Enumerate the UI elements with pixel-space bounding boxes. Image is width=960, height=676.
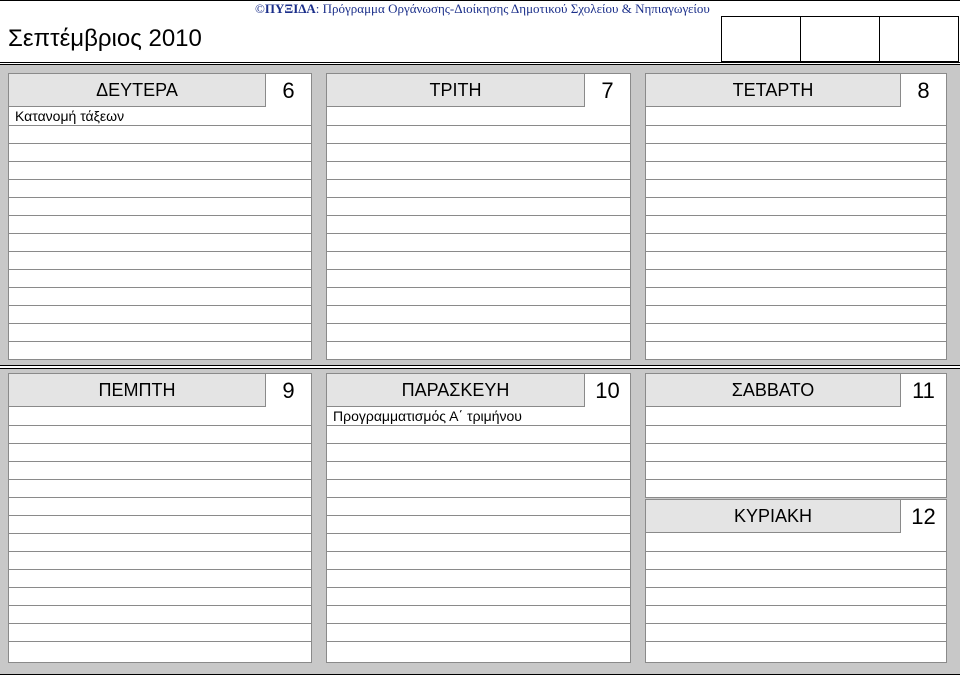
day-header [646, 74, 946, 107]
note-line[interactable] [9, 588, 311, 606]
copyright-text: : Πρόγραμμα Οργάνωσης-Διοίκησης Δημοτικού Σχολείου & Νηπιαγωγείου [315, 1, 710, 16]
note-line[interactable] [646, 162, 946, 180]
note-line[interactable] [9, 252, 311, 270]
day-lines [327, 108, 630, 360]
day-number: 7 [584, 74, 630, 107]
note-line[interactable] [327, 198, 630, 216]
note-line[interactable] [9, 408, 311, 426]
note-line[interactable] [9, 306, 311, 324]
note-line[interactable]: Προγραμματισμός Α΄ τριμήνου [327, 408, 630, 426]
note-line[interactable] [327, 144, 630, 162]
day-lines [9, 408, 311, 660]
day-header [327, 374, 630, 407]
note-line[interactable] [646, 462, 946, 480]
note-line[interactable] [646, 288, 946, 306]
day-header [9, 374, 311, 407]
note-line[interactable] [327, 180, 630, 198]
day-header [327, 74, 630, 107]
note-line[interactable] [9, 216, 311, 234]
note-line[interactable] [646, 624, 946, 642]
note-line[interactable] [9, 270, 311, 288]
note-line[interactable] [9, 624, 311, 642]
note-line[interactable] [327, 306, 630, 324]
header-boxes [721, 16, 959, 62]
note-line[interactable] [327, 516, 630, 534]
note-line[interactable] [327, 216, 630, 234]
note-line[interactable] [646, 108, 946, 126]
day-monday [8, 73, 312, 360]
note-line[interactable] [9, 162, 311, 180]
note-line[interactable] [327, 606, 630, 624]
day-friday [326, 373, 631, 663]
note-line[interactable] [327, 462, 630, 480]
note-line[interactable] [9, 444, 311, 462]
day-lines [646, 534, 946, 660]
note-line[interactable] [646, 234, 946, 252]
note-line[interactable] [327, 642, 630, 660]
day-name: ΠΑΡΑΣΚΕΥΗ [401, 380, 510, 400]
day-header [646, 500, 946, 533]
note-line[interactable] [9, 288, 311, 306]
day-name: ΤΡΙΤΗ [429, 80, 482, 100]
copyright-line [255, 1, 710, 17]
day-lines [9, 108, 311, 360]
note-line[interactable] [646, 270, 946, 288]
day-header [9, 74, 311, 107]
day-name: ΚΥΡΙΑΚΗ [733, 506, 813, 526]
note-line[interactable] [327, 426, 630, 444]
copyright-brand: ΠΥΞΙΔΑ [264, 1, 316, 16]
note-line[interactable] [327, 444, 630, 462]
note-line[interactable] [646, 444, 946, 462]
note-line[interactable] [9, 342, 311, 360]
day-number: 9 [265, 374, 311, 407]
note-line[interactable] [9, 570, 311, 588]
note-line[interactable] [9, 642, 311, 660]
note-line[interactable] [327, 552, 630, 570]
note-line[interactable] [646, 252, 946, 270]
day-name: ΣΑΒΒΑΤΟ [731, 380, 815, 400]
day-lines [646, 408, 946, 498]
note-line[interactable] [646, 570, 946, 588]
note-line[interactable] [9, 426, 311, 444]
note-line[interactable] [646, 426, 946, 444]
day-number: 6 [265, 74, 311, 107]
note-line[interactable] [327, 234, 630, 252]
note-line[interactable] [646, 606, 946, 624]
note-line[interactable] [9, 606, 311, 624]
day-saturday [645, 373, 947, 498]
month-title: Σεπτέμβριος 2010 [8, 25, 202, 52]
day-number: 11 [900, 374, 946, 407]
day-name: ΔΕΥΤΕΡΑ [96, 80, 178, 100]
note-line[interactable] [9, 498, 311, 516]
note-line[interactable] [646, 180, 946, 198]
note-line[interactable] [9, 552, 311, 570]
note-line[interactable] [327, 288, 630, 306]
note-line[interactable] [9, 198, 311, 216]
note-line[interactable] [327, 342, 630, 360]
day-wednesday [645, 73, 947, 360]
note-line[interactable] [327, 324, 630, 342]
note-line[interactable] [327, 126, 630, 144]
note-line[interactable] [646, 642, 946, 660]
note-line[interactable] [646, 480, 946, 498]
note-line[interactable] [646, 144, 946, 162]
note-line[interactable] [9, 534, 311, 552]
note-line[interactable] [327, 480, 630, 498]
day-header [646, 374, 946, 407]
day-number: 8 [900, 74, 946, 107]
note-line[interactable] [646, 534, 946, 552]
day-number: 10 [584, 374, 630, 407]
header-bottom-rule [0, 62, 960, 63]
header-box[interactable] [879, 17, 958, 61]
note-line[interactable] [646, 588, 946, 606]
copyright-symbol: © [255, 1, 265, 16]
note-line[interactable]: Κατανομή τάξεων [9, 108, 311, 126]
note-line[interactable] [327, 162, 630, 180]
note-line[interactable] [9, 126, 311, 144]
note-line[interactable] [9, 234, 311, 252]
note-line[interactable] [646, 552, 946, 570]
day-name: ΠΕΜΠΤΗ [98, 380, 176, 400]
day-lines [327, 408, 630, 660]
note-line[interactable] [646, 306, 946, 324]
day-sunday [645, 499, 947, 663]
note-line[interactable] [9, 480, 311, 498]
note-line[interactable] [9, 144, 311, 162]
note-line[interactable] [9, 516, 311, 534]
note-line[interactable] [646, 342, 946, 360]
note-line[interactable] [646, 198, 946, 216]
note-line[interactable] [646, 126, 946, 144]
note-line[interactable] [646, 408, 946, 426]
day-lines [646, 108, 946, 360]
note-line[interactable] [9, 180, 311, 198]
note-line[interactable] [327, 270, 630, 288]
note-line[interactable] [646, 216, 946, 234]
day-name: ΤΕΤΑΡΤΗ [732, 80, 814, 100]
week-frame-top [0, 64, 960, 366]
note-line[interactable] [9, 324, 311, 342]
note-line[interactable] [9, 462, 311, 480]
header-box[interactable] [722, 17, 800, 61]
day-thursday [8, 373, 312, 663]
note-line[interactable] [327, 588, 630, 606]
day-tuesday [326, 73, 631, 360]
note-line[interactable] [327, 108, 630, 126]
day-number: 12 [900, 500, 946, 533]
note-line[interactable] [327, 570, 630, 588]
note-line[interactable] [327, 498, 630, 516]
note-line[interactable] [327, 624, 630, 642]
note-line[interactable] [327, 252, 630, 270]
week-frame-bottom [0, 368, 960, 675]
header-box[interactable] [800, 17, 879, 61]
note-line[interactable] [646, 324, 946, 342]
note-line[interactable] [327, 534, 630, 552]
